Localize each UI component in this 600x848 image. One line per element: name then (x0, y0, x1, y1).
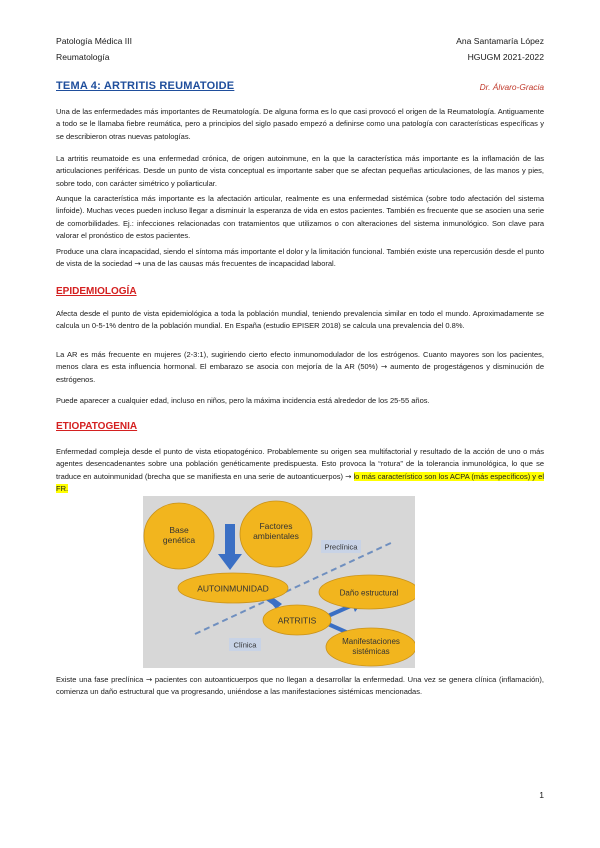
artritis-label: ARTRITIS (277, 615, 317, 626)
header-right (456, 33, 544, 65)
text-span: Existe una fase preclínica (56, 675, 146, 684)
header-course: HGUGM 2021-2022 (467, 52, 544, 62)
pathogenesis-diagram (143, 496, 415, 668)
arrow-right-icon: → (145, 675, 153, 684)
lecturer-name: Dr. Álvaro-Gracia (479, 82, 544, 92)
base-genetica-label-2: genética (162, 535, 196, 545)
manifestaciones-label-2: sistémicas (352, 647, 390, 656)
epidemiologia-paragraph-3: Puede aparecer a cualquier edad, incluso en niños, pero la máxima incidencia está alrededor de los 25-55 años. (56, 396, 430, 405)
arrow-right-icon: → (380, 362, 388, 372)
header-subject: Patología Médica III (56, 36, 132, 46)
text-span: Produce una clara incapacidad, siendo el síntoma más importante el dolor y la limitación funcional. También existe una repercusión desde el punto de vista de la sociedad (56, 247, 544, 269)
title-row (56, 80, 544, 96)
factores-label-1: Factores (259, 521, 293, 531)
section-heading-etiopatogenia: ETIOPATOGENIA (56, 421, 138, 432)
page-number: 1 (539, 790, 544, 800)
epidemiologia-paragraph-2 (56, 349, 544, 386)
factores-label-2: ambientales (253, 531, 299, 541)
header-specialty: Reumatología (56, 52, 110, 62)
text-span: La AR es más frecuente en mujeres (2-3:1), sugiriendo cierto efecto inmunomodulador de los estrógenos. Cuanto mayores son los pacientes, menos clara es esta influencia hormonal. El embarazo se asocia con mejoría de la AR (50%) (56, 350, 544, 372)
pathogenesis-diagram-svg (143, 496, 415, 668)
etiopatogenia-paragraph-1 (56, 446, 544, 496)
intro-paragraph-4 (56, 246, 544, 271)
preclinica-label: Preclínica (324, 542, 358, 552)
highlighted-text: lo más característico son los ACPA (más específicos) y el FR. (56, 471, 544, 494)
intro-paragraph-1: Una de las enfermedades más importantes de Reumatología. De alguna forma es lo que casi provocó el origen de la Reumatología. Antiguamente a todo se le llamaba fiebre reumática, pero a principios del siglo pasado empezó a definirse como una patología con características específicas y se describieron otras nuevas patologías. (56, 107, 544, 141)
section-heading-epidemiologia: EPIDEMIOLOGÍA (56, 286, 137, 297)
autoinmunidad-label: AUTOINMUNIDAD (197, 583, 269, 594)
etiopatogenia-paragraph-2 (56, 674, 544, 699)
arrow-right-icon: → (134, 259, 141, 269)
header-left (56, 33, 132, 65)
manifestaciones-label-1: Manifestaciones (342, 637, 400, 646)
dano-estructural-label: Daño estructural (339, 588, 399, 598)
arrow-right-icon: → (345, 471, 352, 481)
clinica-label: Clínica (233, 640, 257, 650)
text-span: una de las causas más frecuentes de incapacidad laboral. (140, 259, 336, 269)
epidemiologia-paragraph-1: Afecta desde el punto de vista epidemiológica a toda la población mundial, teniendo prevalencia similar en todo el mundo. Aproximadamente se calcula un 0-5-1% dentro de la población mundial. En España (estudio EPISER 2018) se calcula una prevalencia del 0.8%. (56, 309, 544, 331)
intro-paragraph-3: Aunque la característica más importante es la afectación articular, realmente es una enfermedad sistémica (sobre todo afectación del sistema linfoide). Muchas veces pueden incluso llegar a disminuir la esperanza de vida en estos pacientes. También es frecuente que se asocien una serie de comorbilidades. Ej.: infecciones relacionadas con tratamientos que utilizamos o con alteraciones del sistema inmunológico. Son clave para valorar el pronóstico de estos pacientes. (56, 194, 544, 241)
intro-paragraph-2: La artritis reumatoide es una enfermedad crónica, de origen autoinmune, en la que la característica más importante es la inflamación de las articulaciones periféricas. Desde un punto de vista conceptual es importante saber que se afectan pequeñas articulaciones, de las manos y pies, sobre todo, con carácter simétrico y poliarticular. (56, 154, 544, 188)
base-genetica-label-1: Base (169, 525, 189, 535)
text-span: Enfermedad compleja desde el punto de vista etiopatogénico. Probablemente su origen sea multifactorial y resultado de la acción de uno o más agentes desencadenantes sobre una población genéticamente predispuesta. Esto provoca la “rotura” de la tolerancia inmunológica, lo que se traduce en autoinmunidad (brecha que se manifiesta en una serie de autoanticuerpos) (56, 447, 544, 481)
text-span: pacientes con autoanticuerpos que no llegan a desarrollar la enfermedad. Una vez se genera clínica (inflamación), comienza un daño estructural que va progresando, uniéndose a las manifestaciones sistémicas mencionadas. (56, 675, 545, 697)
header-student: Ana Santamaría López (456, 36, 544, 46)
page-title: TEMA 4: ARTRITIS REUMATOIDE (56, 80, 235, 92)
text-span: aumento de progestágenos y disminución de estrógenos. (56, 362, 544, 384)
